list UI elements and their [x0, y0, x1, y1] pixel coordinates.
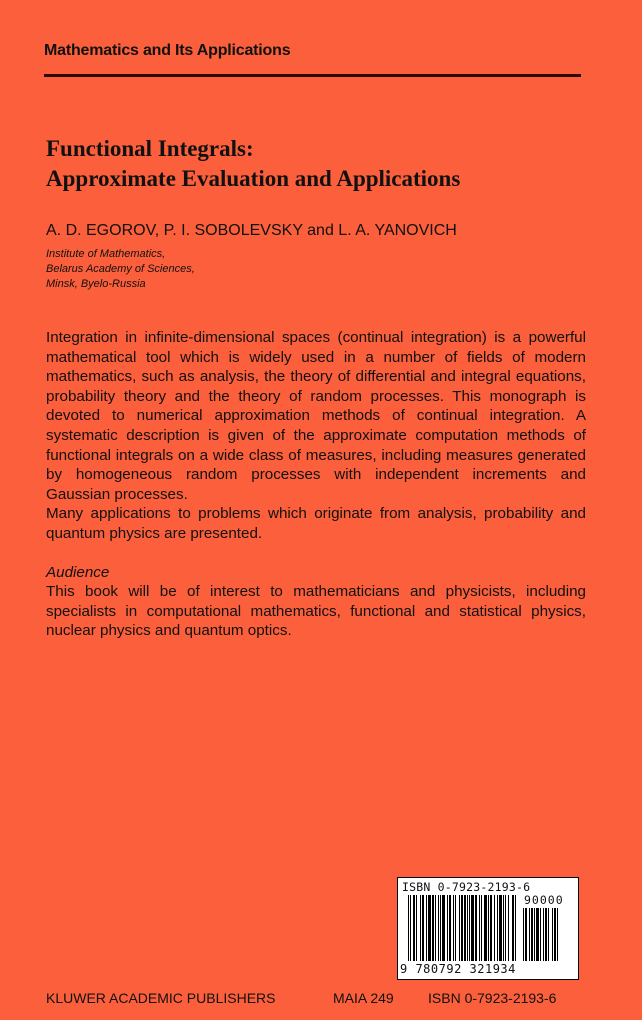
- barcode-bar: [426, 895, 427, 961]
- barcode-bar: [420, 895, 421, 961]
- barcode-bar: [523, 908, 524, 961]
- barcode-bar: [464, 895, 466, 961]
- barcode-bar: [557, 908, 558, 961]
- ean-barcode-bars: [408, 895, 516, 961]
- barcode-addon-number: 90000: [524, 893, 564, 907]
- barcode-bar: [479, 895, 480, 961]
- affiliation-line: Minsk, Byelo-Russia: [46, 278, 146, 290]
- audience-heading: Audience: [46, 563, 110, 581]
- barcode-bar: [438, 895, 439, 961]
- barcode-bar: [512, 895, 514, 961]
- barcode-bar: [484, 895, 487, 961]
- barcode-bar: [540, 908, 541, 961]
- series-title: Mathematics and Its Applications: [44, 42, 291, 59]
- barcode-bar: [413, 895, 415, 961]
- book-title: [46, 134, 460, 194]
- book-description: [46, 328, 586, 641]
- barcode-bar: [432, 895, 434, 961]
- barcode-bar: [552, 908, 553, 961]
- barcode-bar: [435, 895, 436, 961]
- book-title-line1: Functional Integrals:: [46, 136, 254, 161]
- barcode-bar: [440, 895, 441, 961]
- series-code: MAIA 249: [333, 990, 394, 1006]
- barcode-bar: [529, 908, 530, 961]
- barcode-bar: [481, 895, 482, 961]
- barcode-bar: [461, 895, 463, 961]
- barcode-bar: [447, 895, 448, 961]
- barcode-bar: [499, 895, 502, 961]
- barcode-isbn-label: ISBN 0-7923-2193-6: [402, 880, 531, 894]
- barcode-bar: [531, 908, 533, 961]
- barcode-bar: [543, 908, 544, 961]
- barcode-bar: [408, 895, 409, 961]
- barcode-bar: [505, 895, 506, 961]
- book-authors: A. D. EGOROV, P. I. SOBOLEVSKY and L. A. YANOVICH: [46, 222, 457, 239]
- barcode-bar: [453, 895, 454, 961]
- barcode-bar: [475, 895, 477, 961]
- addon-barcode-bars: [523, 908, 571, 961]
- barcode-bar: [459, 895, 460, 961]
- description-paragraph-1: Integration in infinite-dimensional spaces (continual integration) is a powerful mathematical tool which is widely used in a number of fields of modern mathematics, such as analysis, the theory of differential and integral equations, probability theory and the theory of random processes. This monograph is devoted to numerical approximation methods of continual integration. A systematic description is given of the approximate computation methods of functional integrals on a wide class of measures, including measures generated by homogeneous random processes with independent increments and Gaussian processes.: [46, 329, 586, 503]
- barcode-bar: [449, 895, 451, 961]
- barcode-bar: [410, 895, 411, 961]
- audience-text: This book will be of interest to mathematicians and physicists, including specialists in computational mathematics, functional and statistical physics, nuclear physics and quantum optics.: [46, 583, 586, 640]
- book-title-line2: Approximate Evaluation and Applications: [46, 166, 461, 191]
- barcode-bar: [548, 908, 549, 961]
- barcode-bar: [469, 895, 470, 961]
- barcode-bar: [428, 895, 431, 961]
- barcode-bar: [508, 895, 509, 961]
- barcode-bar: [545, 908, 547, 961]
- barcode-bar: [554, 908, 556, 961]
- barcode-bar: [455, 895, 456, 961]
- description-paragraph-2: Many applications to problems which originate from analysis, probability and quantum physics are presented.: [46, 505, 586, 542]
- barcode-bar: [497, 895, 498, 961]
- barcode-bar: [467, 895, 468, 961]
- footer-isbn: ISBN 0-7923-2193-6: [428, 990, 557, 1006]
- barcode-bar: [525, 908, 527, 961]
- publisher-name: KLUWER ACADEMIC PUBLISHERS: [46, 990, 276, 1006]
- barcode-bar: [515, 895, 516, 961]
- barcode-ean-number: 9 780792 321934: [400, 962, 516, 976]
- barcode-bar: [442, 895, 445, 961]
- barcode-bar: [534, 908, 535, 961]
- barcode-bar: [490, 895, 492, 961]
- header-rule: [44, 74, 581, 77]
- isbn-barcode: [397, 877, 579, 980]
- barcode-bar: [536, 908, 539, 961]
- barcode-bar: [422, 895, 424, 961]
- affiliation-line: Belarus Academy of Sciences,: [46, 263, 195, 275]
- author-affiliation: [46, 247, 195, 292]
- barcode-bar: [494, 895, 495, 961]
- affiliation-line: Institute of Mathematics,: [46, 248, 166, 260]
- barcode-bar: [471, 895, 474, 961]
- barcode-bar: [488, 895, 489, 961]
- barcode-bar: [503, 895, 504, 961]
- barcode-bar: [416, 895, 417, 961]
